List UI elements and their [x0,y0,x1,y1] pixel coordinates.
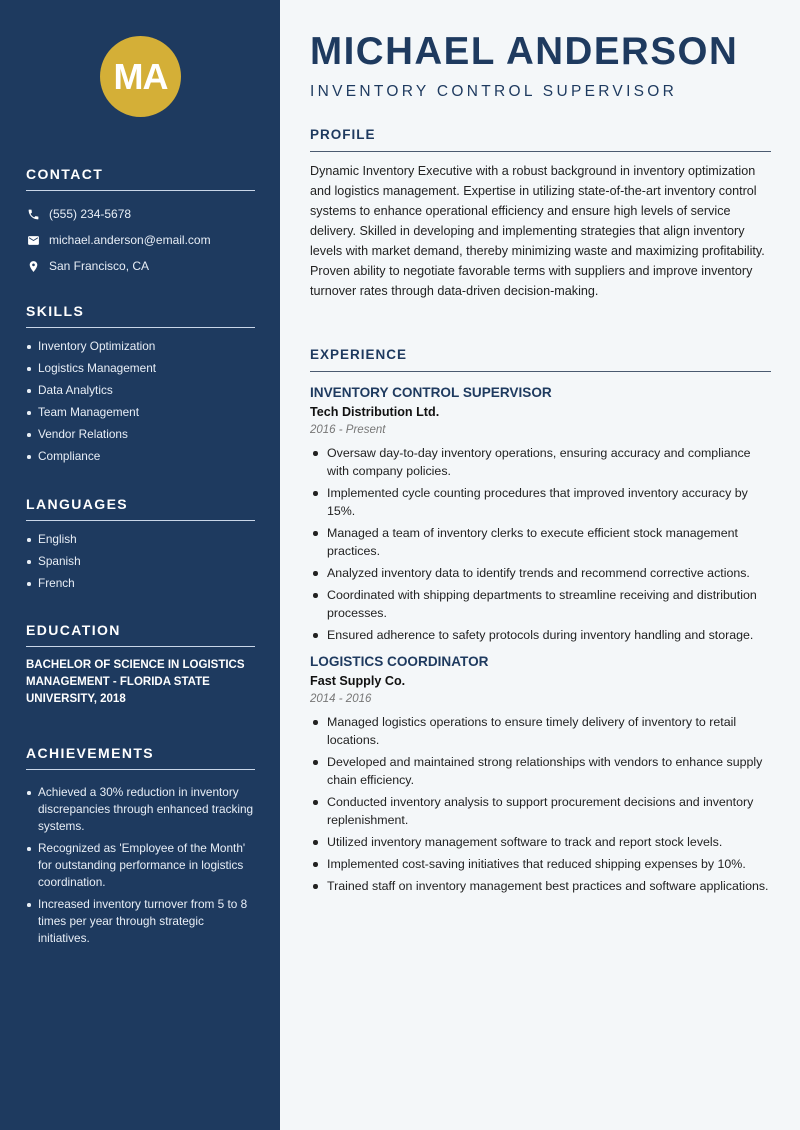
achievements-list [26,784,255,947]
avatar-initials: MA [113,55,168,97]
job-company: Tech Distribution Ltd. [310,405,440,419]
contact-section [26,166,255,279]
contact-location [26,253,255,279]
contact-phone [26,201,255,227]
job-bullets [310,444,771,644]
avatar [100,36,181,117]
job-bullet: Coordinated with shipping departments to streamline receiving and distribution processes. [310,586,771,622]
job-bullet: Analyzed inventory data to identify trends and recommend corrective actions. [310,564,771,582]
candidate-name: MICHAEL ANDERSON [310,30,739,73]
location-pin-icon [26,259,40,273]
skill-item: Data Analytics [26,382,255,399]
languages-list [26,531,255,592]
job-bullet: Utilized inventory management software to track and report stock levels. [310,833,771,851]
skill-item: Inventory Optimization [26,338,255,355]
email-icon [26,233,40,247]
experience-heading: EXPERIENCE [310,347,771,372]
skills-section [26,303,255,470]
experience-section [310,347,771,899]
phone-icon [26,207,40,221]
education-entry: BACHELOR OF SCIENCE IN LOGISTICS MANAGEMENT - FLORIDA STATE UNIVERSITY, 2018 [26,659,245,705]
achievements-heading: ACHIEVEMENTS [26,745,255,770]
candidate-title: INVENTORY CONTROL SUPERVISOR [310,83,678,100]
achievement-item: Achieved a 30% reduction in inventory discrepancies through enhanced tracking systems. [26,784,255,835]
job-company: Fast Supply Co. [310,674,406,688]
job-dates: 2014 - 2016 [310,693,372,705]
job-bullet: Implemented cycle counting procedures that improved inventory accuracy by 15%. [310,484,771,520]
job-bullet: Managed a team of inventory clerks to execute efficient stock management practices. [310,524,771,560]
skill-item: Vendor Relations [26,426,255,443]
job-bullet: Trained staff on inventory management best practices and software applications. [310,877,771,895]
skill-item: Compliance [26,448,255,465]
achievement-item: Recognized as 'Employee of the Month' for outstanding performance in logistics coordination. [26,840,255,891]
contact-location-text: San Francisco, CA [49,259,150,273]
sidebar [0,0,280,1130]
job-bullet: Developed and maintained strong relationships with vendors to enhance supply chain efficiency. [310,753,771,789]
job-role: LOGISTICS COORDINATOR [310,654,489,669]
job-entry [310,385,771,644]
contact-email [26,227,255,253]
job-bullet: Oversaw day-to-day inventory operations, ensuring accuracy and compliance with company policies. [310,444,771,480]
job-bullets [310,713,771,895]
profile-section [310,127,771,301]
languages-section [26,496,255,597]
language-item: English [26,531,255,548]
job-bullet: Conducted inventory analysis to support procurement decisions and inventory replenishment. [310,793,771,829]
languages-heading: LANGUAGES [26,496,255,521]
education-section [26,622,255,708]
achievement-item: Increased inventory turnover from 5 to 8 times per year through strategic initiatives. [26,896,255,947]
contact-heading: CONTACT [26,166,255,191]
job-role: INVENTORY CONTROL SUPERVISOR [310,385,552,400]
skill-item: Logistics Management [26,360,255,377]
education-heading: EDUCATION [26,622,255,647]
skill-item: Team Management [26,404,255,421]
profile-summary: Dynamic Inventory Executive with a robust background in inventory optimization and logistics management. Expertise in utilizing state-of-the-art inventory control systems to enhance operational efficiency and ensure high levels of service delivery. Skilled in developing and implementing strategies that align inventory levels with market demand, thereby minimizing waste and maximizing profitability. Proven ability to negotiate favorable terms with suppliers and improve inventory turnover rates through data-driven decision-making. [310,164,765,298]
skills-heading: SKILLS [26,303,255,328]
contact-phone-text[interactable]: (555) 234-5678 [49,207,132,221]
profile-heading: PROFILE [310,127,771,152]
language-item: French [26,575,255,592]
job-bullet: Ensured adherence to safety protocols during inventory handling and storage. [310,626,771,644]
job-dates: 2016 - Present [310,424,386,436]
achievements-section [26,745,255,952]
skills-list [26,338,255,465]
job-entry [310,654,771,895]
language-item: Spanish [26,553,255,570]
job-bullet: Implemented cost-saving initiatives that reduced shipping expenses by 10%. [310,855,771,873]
job-bullet: Managed logistics operations to ensure timely delivery of inventory to retail locations. [310,713,771,749]
contact-email-text[interactable]: michael.anderson@email.com [49,233,211,247]
